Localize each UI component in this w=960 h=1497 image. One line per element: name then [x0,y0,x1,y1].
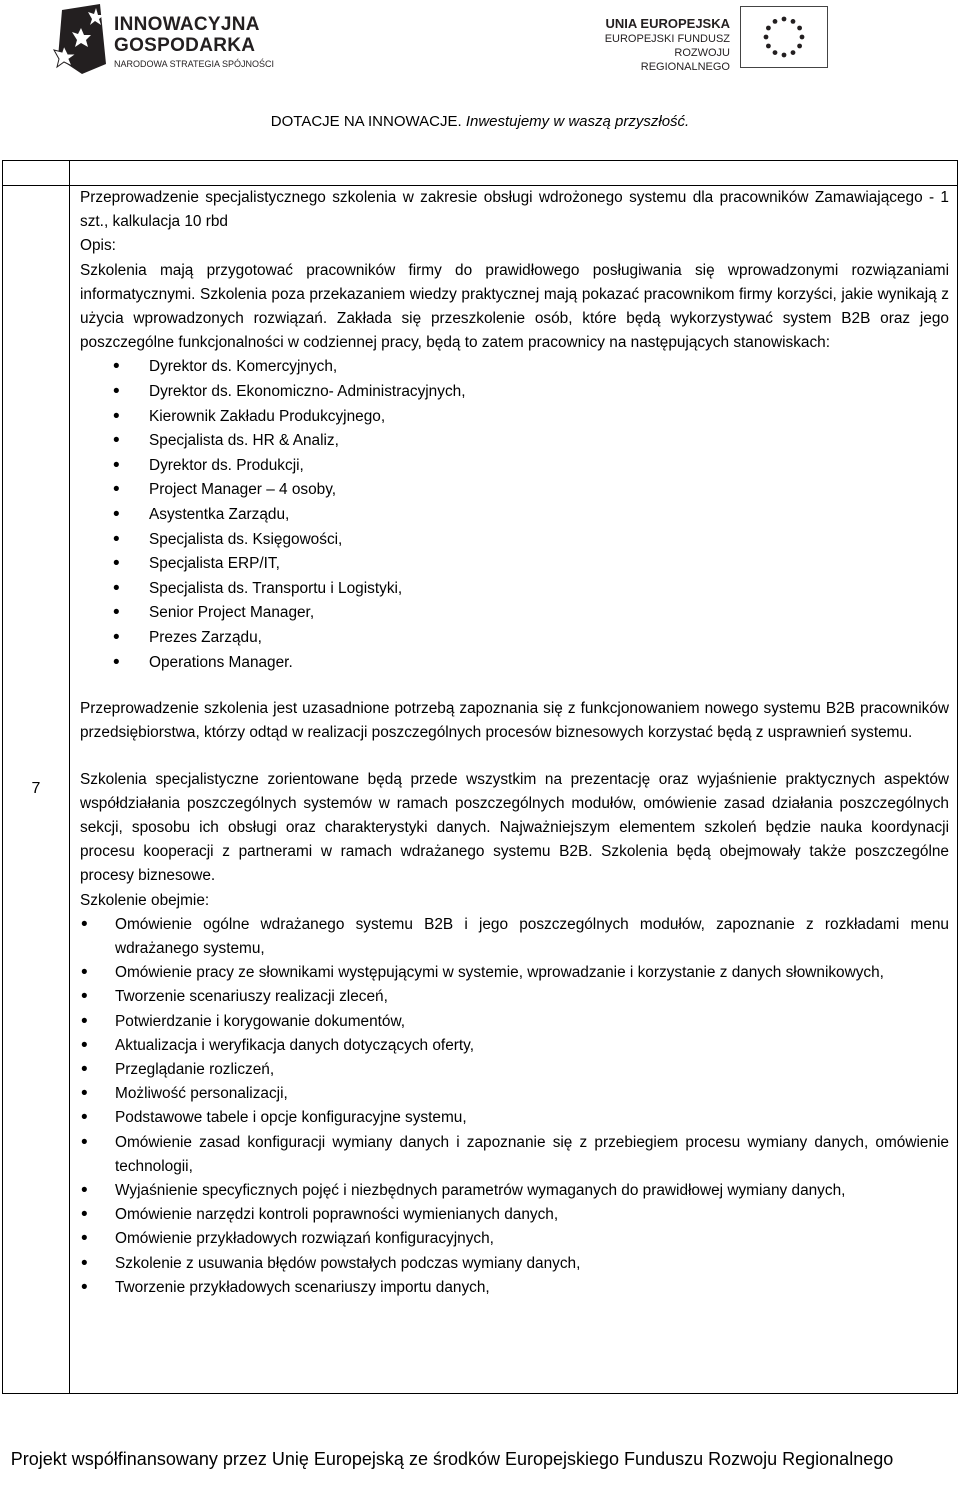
eu-line-2: EUROPEJSKI FUNDUSZ [604,33,730,45]
positions-list [80,355,949,675]
list-item: • Tworzenie przykładowych scenariuszy importu danych, [115,1276,949,1300]
list-item: • Project Manager – 4 osoby, [149,478,949,503]
tagline [0,112,960,132]
list-item: • Przeglądanie rozliczeń, [115,1058,949,1082]
logo-line-1: INNOWACYJNA [114,14,260,35]
page-header [0,0,960,140]
list-item: • Podstawowe tabele i opcje konfiguracyjne systemu, [115,1106,949,1130]
logo-line-2: GOSPODARKA [114,35,256,56]
list-item: • Operations Manager. [149,651,949,676]
table-top-row [3,161,957,186]
list-item: • Omówienie zasad konfiguracji wymiany danych i zapoznanie się z przebiegiem procesu wymiany danych, omówienie technologii, [115,1131,949,1179]
tagline-italic: Inwestujemy w waszą przyszłość. [465,113,690,130]
list-item: • Omówienie przykładowych rozwiązań konfiguracyjnych, [115,1227,949,1251]
opis-label: Opis: [80,237,116,255]
list-item: • Prezes Zarządu, [149,626,949,651]
page-footer: Projekt współfinansowany przez Unię Europejską ze środków Europejskiego Funduszu Rozwoju Regionalnego [10,1449,894,1469]
list-item: • Omówienie ogólne wdrażanego systemu B2B i jego poszczególnych modułów, zapoznanie z rozkładami menu wdrażanego systemu, [115,913,949,961]
spacer [80,746,949,768]
includes-label: Szkolenie obejmie: [80,891,210,909]
specialist-paragraph: Szkolenia specjalistyczne zorientowane będą przede wszystkim na prezentację oraz wyjaśnienie praktycznych aspektów współdziałania poszczególnych systemów w ramach poszczególnych modułów, omówienie zasad działania poszczególnych sekcji, sposobu ich obsługi oraz charakterystyki danych. Najważniejszym elementem szkoleń będzie nauka koordynacji procesu kooperacji z partnerami w ramach wdrażanego systemu B2B. Szkolenia będą obejmowały także poszczególne procesy biznesowe. [80,770,949,885]
intro-paragraph: Szkolenia mają przygotować pracowników firmy do prawidłowego posługiwania się wprowadzonymi rozwiązaniami informatycznymi. Szkolenia poza przekazaniem wiedzy praktycznej mają pokazać pracownikom firmy korzyści, jakie wynikają z użycia wprowadzonych rozwiązań. Zakłada się przeszkolenie osób, które będą wykorzystywać system B2B oraz jego poszczególne funkcjonalności w codziennej pracy, będą to zatem pracownicy na następujących stanowiskach: [80,261,949,352]
list-item: • Aktualizacja i weryfikacja danych dotyczących oferty, [115,1034,949,1058]
innowacyjna-gospodarka-logo [114,14,274,70]
list-item: • Omówienie pracy ze słownikami występującymi w systemie, wprowadzanie i korzystanie z danych słownikowych, [115,961,949,985]
list-item: • Tworzenie scenariuszy realizacji zleceń, [115,985,949,1009]
table-cell-content [80,186,949,1300]
list-item: • Potwierdzanie i korygowanie dokumentów, [115,1010,949,1034]
list-item: • Szkolenie z usuwania błędów powstałych podczas wymiany danych, [115,1252,949,1276]
list-item: • Omówienie narzędzi kontroli poprawności wymienianych danych, [115,1203,949,1227]
intro-title: Przeprowadzenie specjalistycznego szkolenia w zakresie obsługi wdrożonego systemu dla pracowników Zamawiającego - 1 szt., kalkulacja 10 rbd [80,189,949,231]
eu-flag-icon [740,6,828,68]
eu-fund-logo-text [584,16,730,74]
list-item: • Dyrektor ds. Produkcji, [149,454,949,479]
list-item: • Możliwość personalizacji, [115,1082,949,1106]
eu-line-3: ROZWOJU REGIONALNEGO [640,47,730,73]
list-item: • Asystentka Zarządu, [149,503,949,528]
list-item: • Specjalista ERP/IT, [149,552,949,577]
justification-paragraph: Przeprowadzenie szkolenia jest uzasadnione potrzebą zapoznania się z funkcjonowaniem nowego systemu B2B pracowników przedsiębiorstwa, którzy odtąd w realizacji poszczególnych procesów biznesowych korzystać będą z usprawnień systemu. [80,700,949,742]
column-divider [69,161,70,1393]
list-item: • Specjalista ds. Transportu i Logistyki, [149,577,949,602]
logo-line-3: NARODOWA STRATEGIA SPÓJNOŚCI [114,59,275,69]
spacer [80,675,949,697]
list-item: • Specjalista ds. Księgowości, [149,528,949,553]
eu-line-1: UNIA EUROPEJSKA [605,16,730,31]
includes-list [80,913,949,1300]
list-item: • Dyrektor ds. Ekonomiczno- Administracyjnych, [149,380,949,405]
tagline-plain: DOTACJE NA INNOWACJE. [270,113,462,130]
list-item: • Dyrektor ds. Komercyjnych, [149,355,949,380]
row-number: 7 [31,780,41,797]
list-item: • Senior Project Manager, [149,601,949,626]
list-item: • Kierownik Zakładu Produkcyjnego, [149,405,949,430]
list-item: • Wyjaśnienie specyficznych pojęć i niezbędnych parametrów wymaganych do prawidłowej wymiany danych, [115,1179,949,1203]
list-item: • Specjalista ds. HR & Analiz, [149,429,949,454]
